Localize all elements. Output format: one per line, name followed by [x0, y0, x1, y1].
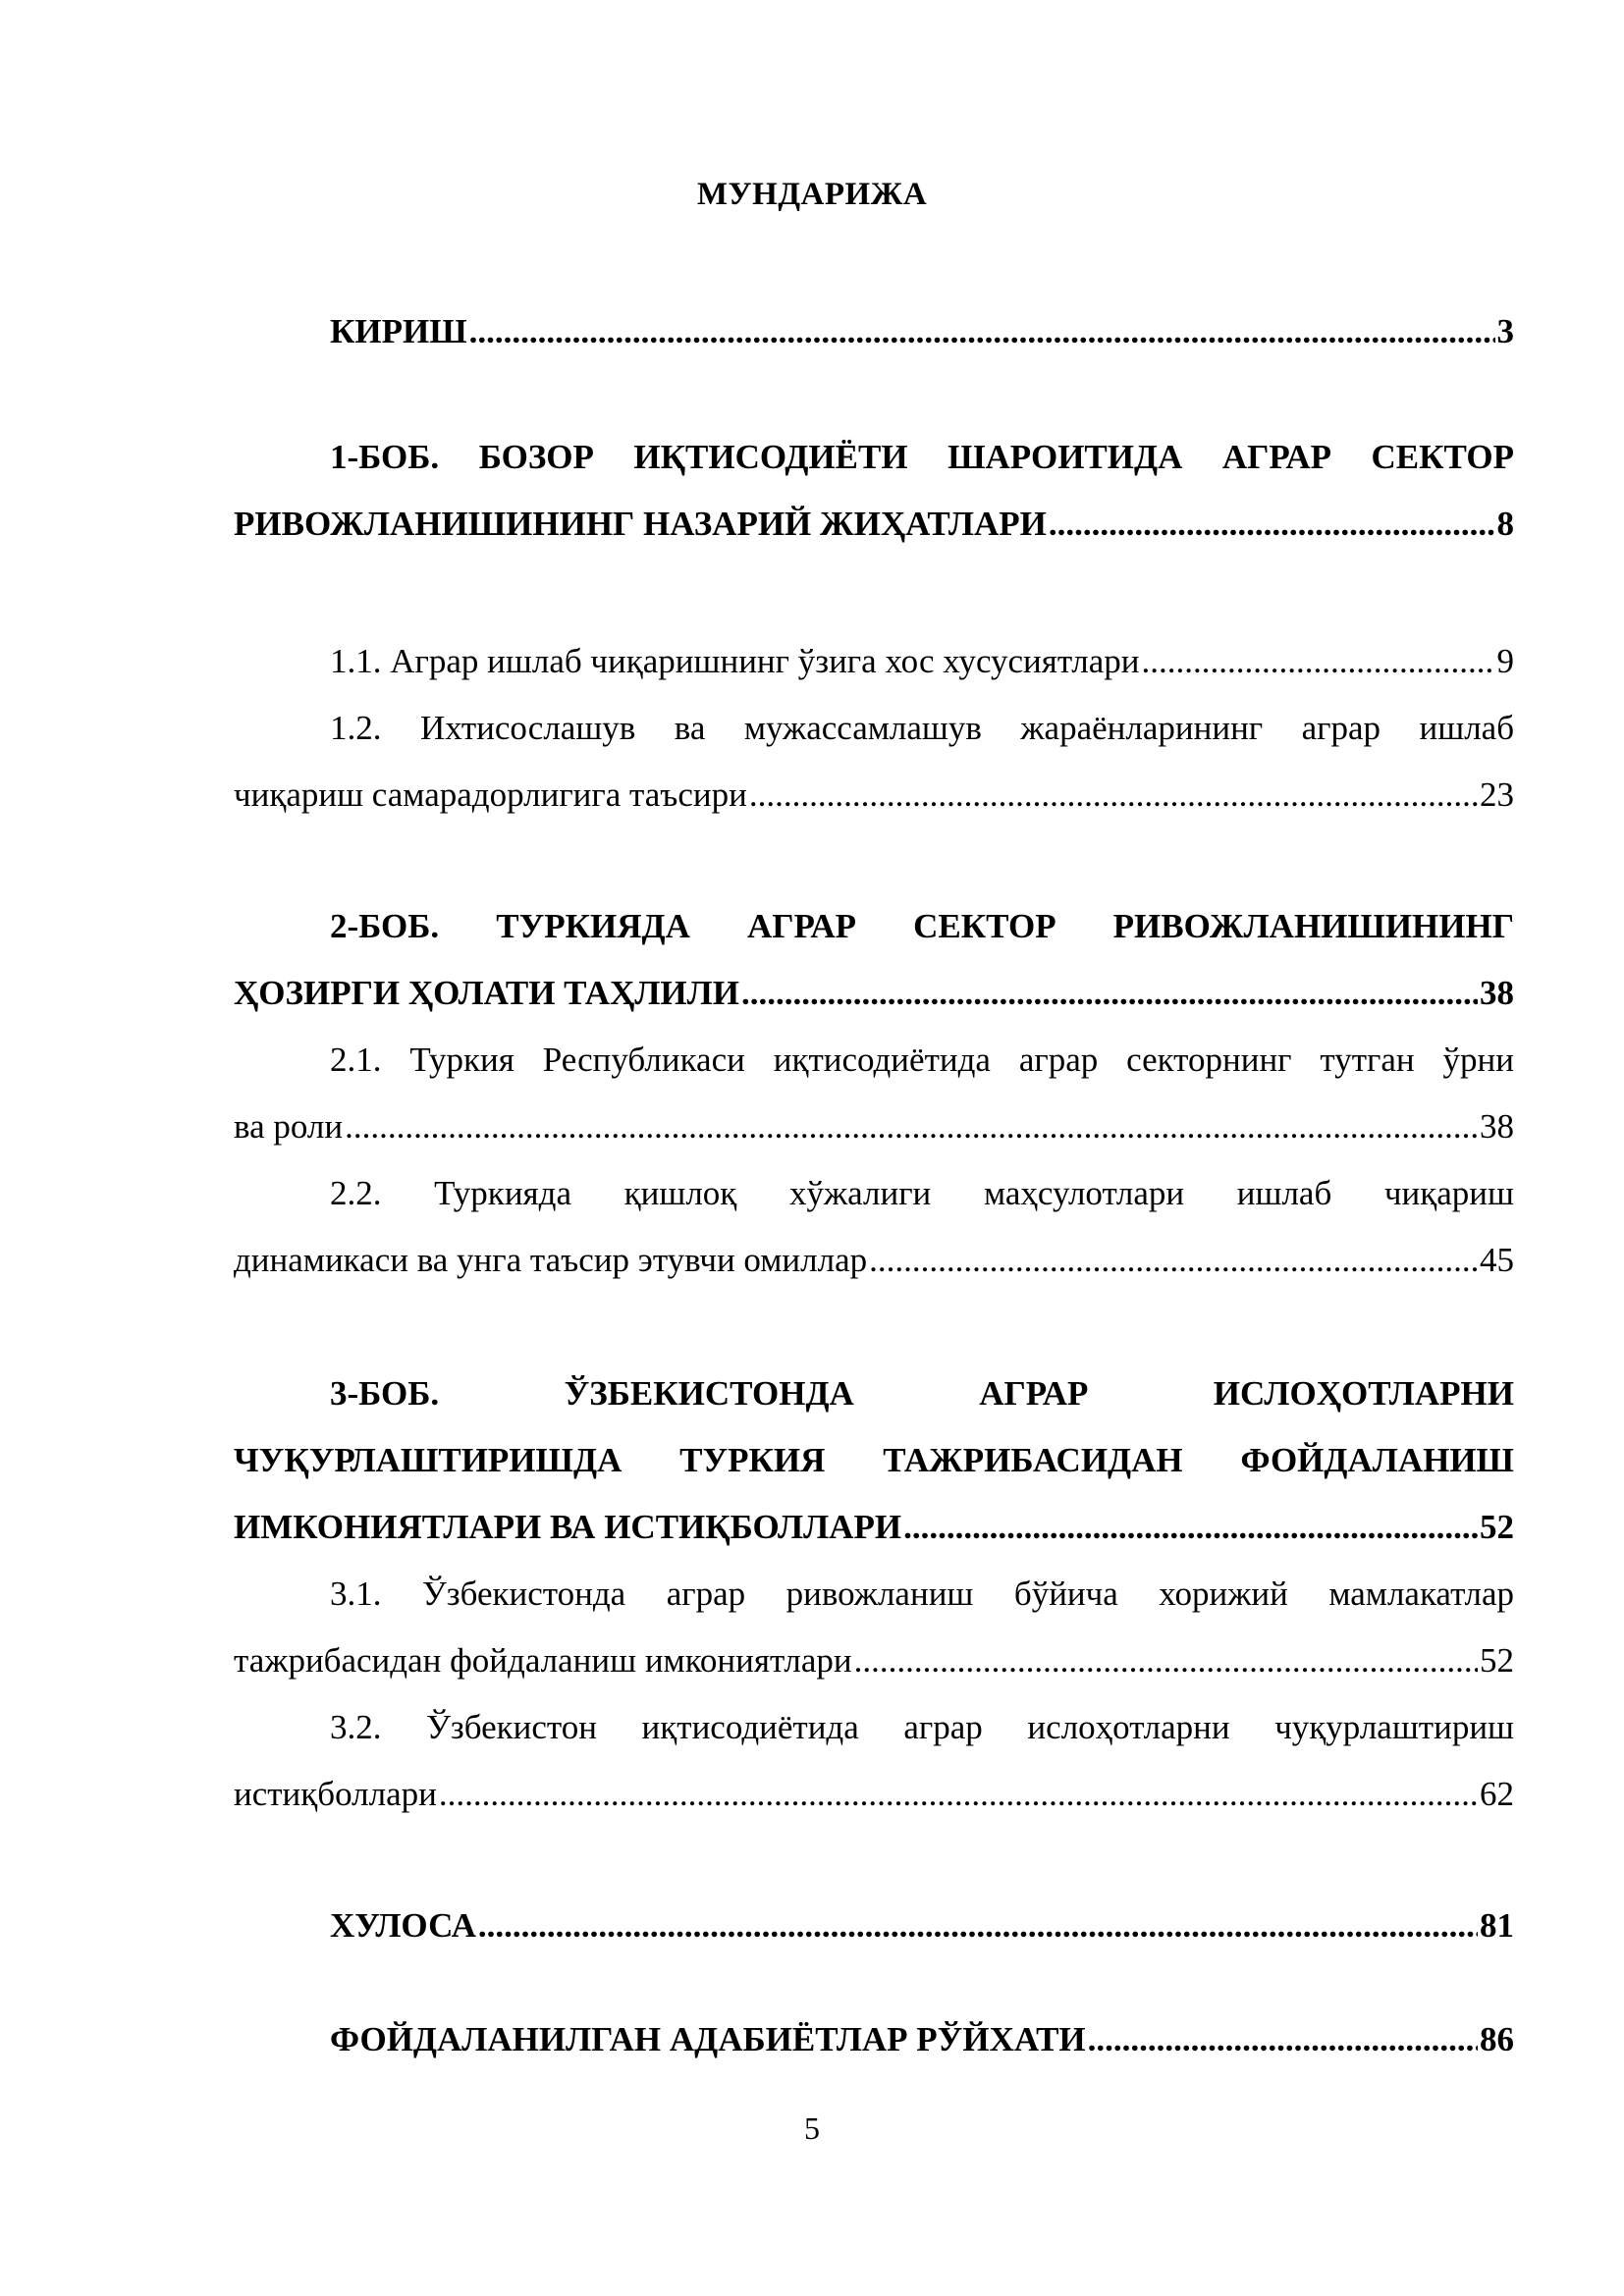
toc-chapter-1 [234, 424, 1514, 558]
toc-section-1-2 [234, 695, 1514, 828]
toc-section-3-2-page: 62 [1480, 1775, 1514, 1813]
leader-dots [1088, 2006, 1478, 2073]
toc-section-2-2-line2: динамикаси ва унга таъсир этувчи омиллар [234, 1241, 868, 1279]
toc-chapter-3-line1: 3-БОБ. ЎЗБЕКИСТОНДА АГРАР ИСЛОҲОТЛАРНИ [330, 1374, 1514, 1413]
toc-section-3-1-page: 52 [1480, 1641, 1514, 1680]
toc-conclusion-page: 81 [1480, 1906, 1514, 1945]
page-title: МУНДАРИЖА [696, 177, 928, 212]
toc-section-3-1 [234, 1561, 1514, 1694]
toc-chapter-2-line2: ҲОЗИРГИ ҲОЛАТИ ТАҲЛИЛИ [234, 974, 739, 1012]
toc-section-1-2-line2: чиқариш самарадорлигига таъсири [234, 775, 747, 814]
toc-chapter-3-line3: ИМКОНИЯТЛАРИ ВА ИСТИҚБОЛЛАРИ [234, 1508, 902, 1546]
toc-section-3-1-line2: тажрибасидан фойдаланиш имкониятлари [234, 1641, 852, 1680]
toc-chapter-3-line2: ЧУҚУРЛАШТИРИШДА ТУРКИЯ ТАЖРИБАСИДАН ФОЙДАЛАНИШ [234, 1441, 1514, 1479]
toc-section-1-1 [234, 628, 1514, 695]
leader-dots [741, 960, 1478, 1027]
toc-conclusion-label: ХУЛОСА [330, 1906, 476, 1945]
leader-dots [1049, 491, 1495, 558]
leader-dots [869, 1227, 1478, 1294]
toc-section-2-2-line1: 2.2. Туркияда қишлоқ хўжалиги маҳсулотлари ишлаб чиқариш [330, 1174, 1514, 1212]
toc-intro-page: 3 [1496, 312, 1514, 350]
toc-section-3-2-line1: 3.2. Ўзбекистон иқтисодиётида аграр ислоҳотларни чуқурлаштириш [330, 1708, 1514, 1746]
toc-conclusion [234, 1893, 1514, 1959]
leader-dots [478, 1893, 1478, 1959]
leader-dots [854, 1628, 1478, 1694]
toc-section-2-2-page: 45 [1480, 1241, 1514, 1279]
leader-dots [345, 1094, 1478, 1160]
toc-chapter-3-page: 52 [1480, 1508, 1514, 1546]
toc-chapter-3 [234, 1361, 1514, 1561]
toc-references-page: 86 [1480, 2020, 1514, 2058]
toc-section-3-2-line2: истиқболлари [234, 1775, 437, 1813]
toc-chapter-1-page: 8 [1496, 505, 1514, 543]
toc-section-2-1 [234, 1027, 1514, 1160]
toc-section-3-2 [234, 1694, 1514, 1828]
toc-section-3-1-line1: 3.1. Ўзбекистонда аграр ривожланиш бўйича хорижий мамлакатлар [330, 1575, 1514, 1613]
page-number: 5 [804, 2110, 820, 2146]
leader-dots [469, 298, 1495, 365]
toc-intro [234, 298, 1514, 365]
leader-dots [749, 762, 1478, 828]
toc-section-2-1-line2: ва роли [234, 1107, 344, 1146]
toc-section-2-2 [234, 1160, 1514, 1294]
toc-section-2-1-page: 38 [1480, 1107, 1514, 1146]
toc-section-2-1-line1: 2.1. Туркия Республикаси иқтисодиётида аграр секторнинг тутган ўрни [330, 1041, 1514, 1079]
leader-dots [903, 1494, 1478, 1561]
toc-references [234, 2006, 1514, 2073]
toc-chapter-2 [234, 893, 1514, 1027]
toc-section-1-2-line1: 1.2. Ихтисослашув ва мужассамлашув жараёнларининг аграр ишлаб [330, 709, 1514, 747]
toc-section-1-2-page: 23 [1480, 775, 1514, 814]
toc-chapter-1-line1: 1-БОБ. БОЗОР ИҚТИСОДИЁТИ ШАРОИТИДА АГРАР СЕКТОР [330, 438, 1514, 476]
leader-dots [439, 1761, 1478, 1828]
leader-dots [1142, 628, 1495, 695]
toc-intro-label: КИРИШ [330, 312, 467, 350]
toc-chapter-2-page: 38 [1480, 974, 1514, 1012]
toc-section-1-1-label: 1.1. Аграр ишлаб чиқаришнинг ўзига хос хусусиятлари [330, 642, 1140, 680]
toc-references-label: ФОЙДАЛАНИЛГАН АДАБИЁТЛАР РЎЙХАТИ [330, 2020, 1086, 2058]
toc-chapter-1-line2: РИВОЖЛАНИШИНИНГ НАЗАРИЙ ЖИҲАТЛАРИ [234, 505, 1047, 543]
toc-section-1-1-page: 9 [1496, 642, 1514, 680]
toc-chapter-2-line1: 2-БОБ. ТУРКИЯДА АГРАР СЕКТОР РИВОЖЛАНИШИНИНГ [330, 907, 1514, 945]
